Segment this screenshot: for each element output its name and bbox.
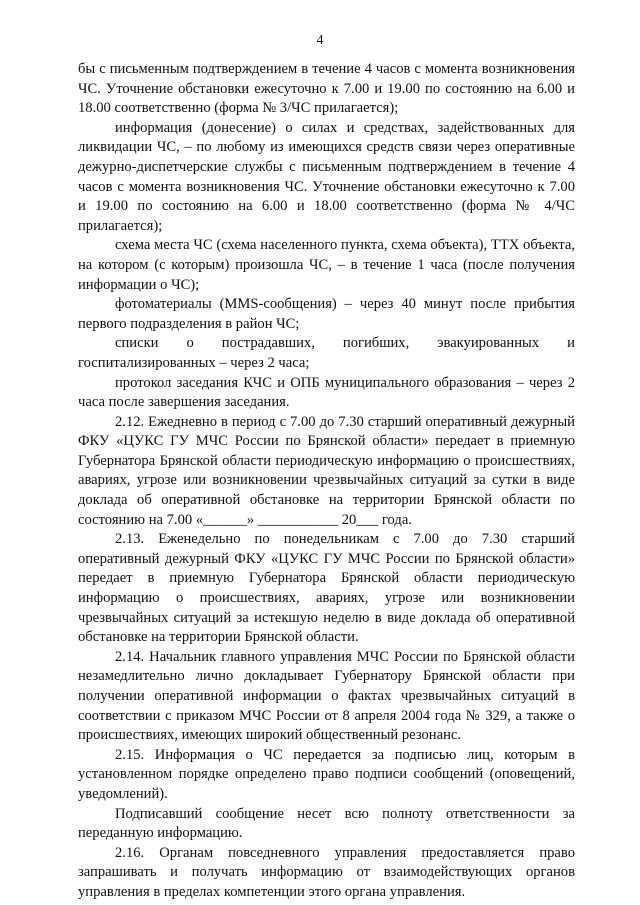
document-body xyxy=(78,60,575,903)
paragraph-continuation: бы с письменным подтверждением в течение 4 часов с момента возникновения ЧС. Уточнение обстановки ежесуточно к 7.00 и 19.00 по состоянию на 6.00 и 18.00 соответственно (форма № 3/ЧС прилагается); xyxy=(78,61,575,117)
paragraph-2-15: 2.15. Информация о ЧС передается за подписью лиц, которым в установленном порядке определено право подписи сообщений (оповещений, уведомлений). xyxy=(78,746,575,802)
paragraph-2-14: 2.14. Начальник главного управления МЧС России по Брянской области незамедлительно лично докладывает Губернатору Брянской области при получении оперативной информации о фактах чрезвычайных ситуаций в соответствии с приказом МЧС России от 8 апреля 2004 года № 329, а также о происшествиях, имеющих широкий общественный резонанс. xyxy=(78,648,575,744)
paragraph-photo-materials: фотоматериалы (MMS-сообщения) – через 40 минут после прибытия первого подразделения в район ЧС; xyxy=(78,296,575,332)
paragraph-signer-responsibility: Подписавший сообщение несет всю полноту ответственности за переданную информацию. xyxy=(78,805,575,842)
paragraph-site-scheme: схема места ЧС (схема населенного пункта, схема объекта), ТТХ объекта, на котором (с которым) произошла ЧС, – в течение 1 часа (после получения информации о ЧС); xyxy=(78,237,575,293)
paragraph-meeting-protocol: протокол заседания КЧС и ОПБ муниципального образования – через 2 часа после завершения заседания. xyxy=(78,374,575,411)
paragraph-2-13: 2.13. Еженедельно по понедельникам с 7.00 до 7.30 старший оперативный дежурный ФКУ «ЦУКС ГУ МЧС России по Брянской области» передает в приемную Губернатора Брянской области периодическую информацию о происшествиях, авариях, угрозе или возникновении чрезвычайных ситуаций за истекшую неделю в виде доклада об оперативной обстановке на территории Брянской области. xyxy=(78,531,575,646)
paragraph-2-12: 2.12. Ежедневно в период с 7.00 до 7.30 старший оперативный дежурный ФКУ «ЦУКС ГУ МЧС России по Брянской области» передает в приемную Губернатора Брянской области периодическую информацию о происшествиях, авариях, угрозе или возникновении чрезвычайных ситуаций за сутки в виде доклада об оперативной обстановке на территории Брянской области по состоянию на 7.00 «______» ___________ 20___ года. xyxy=(78,413,575,528)
paragraph-2-16: 2.16. Органам повседневного управления предоставляется право запрашивать и получать информацию от взаимодействующих органов управления в пределах компетенции этого органа управления. xyxy=(78,844,575,900)
paragraph-resource-report: информация (донесение) о силах и средствах, задействованных для ликвидации ЧС, – по любому из имеющихся средств связи через оперативные дежурно-диспетчерские службы с письменным подтверждением в течение 4 часов с момента возникновения ЧС. Уточнение обстановки ежесуточно к 7.00 и 19.00 по состоянию на 6.00 и 18.00 соответственно (форма № 4/ЧС прилагается); xyxy=(78,119,575,234)
page-number: 4 xyxy=(316,33,324,48)
paragraph-victim-lists: списки о пострадавших, погибших, эвакуированных и госпитализированных – через 2 часа; xyxy=(78,335,575,371)
